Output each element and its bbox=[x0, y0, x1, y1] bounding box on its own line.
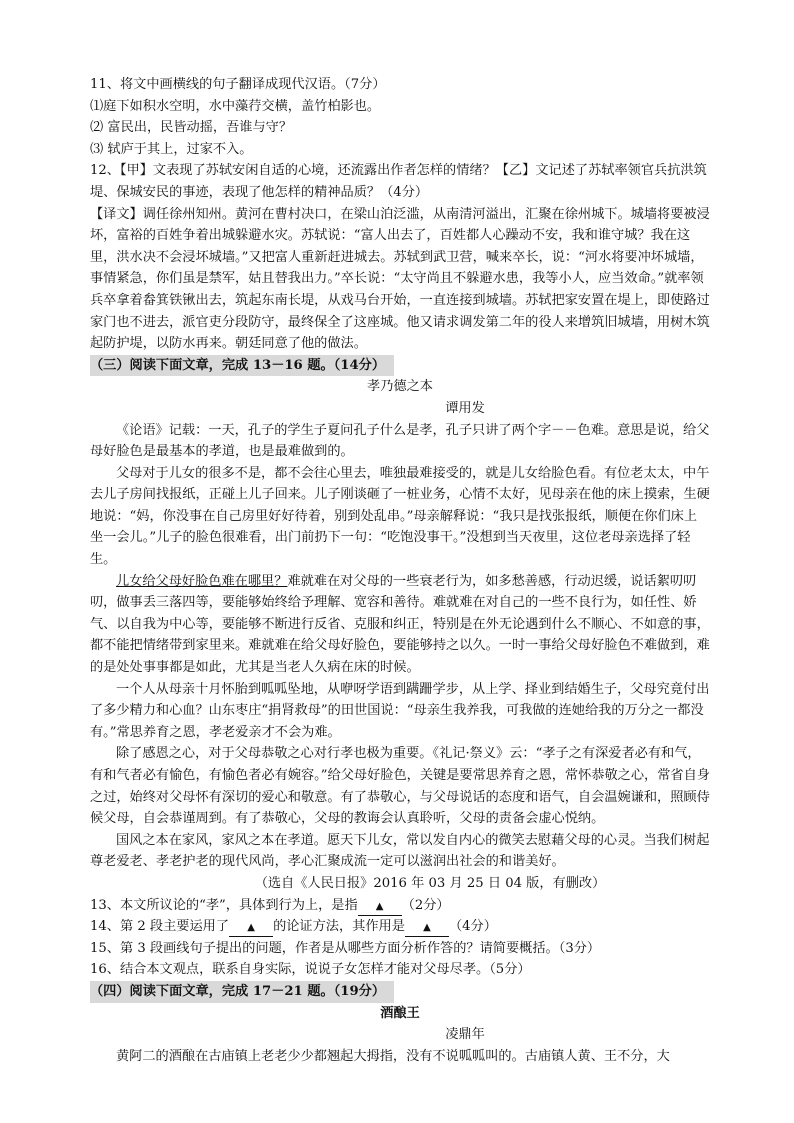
article-para-1: 《论语》记载：一天，孔子的学生子夏问孔子什么是孝，孔子只讲了两个字－－色难。意思是说，给父母好脸色是最基本的孝道，也是最难做到的。 bbox=[90, 422, 710, 460]
article-title: 孝乃德之本 bbox=[367, 379, 433, 395]
story-author: 凌鼎年 bbox=[445, 1027, 485, 1043]
article-author: 谭用发 bbox=[445, 400, 485, 416]
q13-blank[interactable] bbox=[358, 898, 402, 916]
article-para-3 bbox=[90, 571, 710, 679]
article-para-2: 父母对于儿女的很多不是，都不会往心里去，唯独最难接受的，就是儿女给脸色看。有位老太太，中午去儿子房间找报纸，正碰上儿子回来。儿子刚谈砸了一桩业务，心情不太好，见母亲在他的床上摸索，生硬地说：“妈，你没事在自己房里好好待着，别到处乱串。”母亲解释说：“我只是找张报纸，顺便在你们床上坐一会儿。”儿子的脸色很难看，出门前扔下一句：“吃饱没事干。”没想到当天夜里，这位老母亲选择了轻生。 bbox=[90, 465, 710, 568]
story-para-1: 黄阿二的酒酿在古庙镇上老老少少都翘起大拇指，没有不说呱呱叫的。古庙镇人黄、王不分，大 bbox=[116, 1048, 670, 1064]
exam-page bbox=[90, 74, 710, 1067]
blank-mark-icon: ▲ bbox=[247, 922, 255, 934]
q14-blank-1[interactable] bbox=[229, 919, 273, 937]
q14-text-mid: 的论证方法，其作用是 bbox=[273, 919, 405, 935]
q14-blank-2[interactable] bbox=[405, 919, 449, 937]
q14-score: （4分） bbox=[448, 919, 497, 935]
q14-text: 14、第 2 段主要运用了 bbox=[90, 919, 230, 935]
q12-text: 12、【甲】文表现了苏轼安闲自适的心境，还流露出作者怎样的情绪？【乙】文记述了苏轼率领官兵抗洪筑堤、保城安民的事迹，表现了他怎样的精神品质？（4分） bbox=[90, 163, 707, 200]
article-para-3-rest: 难就难在对父母的一些衰老行为，如多愁善感，行动迟缓，说话絮叨叨叨，做事丢三落四等，要能够始终给予理解、宽容和善待。难就难在对自己的一些不良行为，如任性、娇气、以自我为中心等，要能够不断进行反省、克服和纠正，特别是在外无论遇到什么不顺心、不如意的事，都不能把情绪带到家里来。难就难在给父母好脸色，要能够持之以久。一时一事给父母好脸色不难做到，难的是处处事事都是如此，尤其是当老人久病在床的时候。 bbox=[90, 573, 710, 676]
blank-mark-icon: ▲ bbox=[423, 922, 431, 934]
q15: 15、第 3 段画线句子提出的问题，作者是从哪些方面分析作答的？请简要概括。（3分） bbox=[90, 940, 601, 956]
article-para-4: 一个人从母亲十月怀胎到呱呱坠地，从咿呀学语到蹒跚学步，从上学、择业到结婚生子，父母究竟付出了多少精力和心血？山东枣庄“捐肾救母”的田世国说：“母亲生我养我，可我做的连她给我的万分之一都没有。”常思养育之恩，孝老爱亲才不会为难。 bbox=[90, 681, 710, 740]
article-para-6: 国风之本在家风，家风之本在孝道。愿天下儿女，常以发自内心的微笑去慰藉父母的心灵。当我们树起尊老爱老、孝老护老的现代风尚，孝心汇聚成流一定可以滋润出社会的和谐美好。 bbox=[90, 832, 710, 870]
q13-score: （2分） bbox=[401, 897, 450, 913]
q11-item-1: ⑴庭下如积水空明，水中藻荇交横，盖竹柏影也。 bbox=[90, 98, 381, 114]
translation-text: 【译文】调任徐州知州。黄河在曹村决口，在梁山泊泛滥，从南清河溢出，汇聚在徐州城下。城墙将要被浸坏，富裕的百姓争着出城躲避水灾。苏轼说：“富人出去了，百姓都人心躁动不安，我和谁守城？我在这里，洪水决不会浸坏城墙。”又把富人重新赶进城去。苏轼到武卫营，喊来卒长，说：“河水将要冲坏城墙，事情紧急，你们虽是禁军，姑且替我出力。”卒长说：“太守尚且不躲避水患，我等小人，应当效命。”就率领兵卒拿着畚箕铁锹出去，筑起东南长堤，从戏马台开始，一直连接到城墙。苏轼把家安置在堤上，即使路过家门也不进去，派官吏分段防守，最终保全了这座城。他又请求调发第二年的役人来增筑旧城墙，用树木筑起防护堤，以防水再来。朝廷同意了他的做法。 bbox=[90, 206, 710, 352]
section4-heading: （四）阅读下面文章，完成 17－21 题。（19分） bbox=[90, 981, 394, 1003]
story-title: 酒酿王 bbox=[380, 1005, 420, 1021]
q13-text: 13、本文所议论的“孝”，具体到行为上，是指 bbox=[90, 897, 358, 913]
q11-title: 11、将文中画横线的句子翻译成现代汉语。（7分） bbox=[90, 77, 386, 92]
section3-heading: （三）阅读下面文章，完成 13－16 题。（14分） bbox=[90, 355, 394, 377]
q14 bbox=[90, 916, 710, 938]
underlined-question: 儿女给父母好脸色难在哪里？ bbox=[116, 573, 288, 589]
q11-item-2: ⑵ 富民出，民皆动摇，吾谁与守？ bbox=[90, 120, 293, 136]
article-para-5: 除了感恩之心，对于父母恭敬之心对行孝也极为重要。《礼记·祭义》云：“孝子之有深爱者必有和气，有和气者必有愉色，有愉色者必有婉容。”给父母好脸色，关键是要常思养育之恩，常怀恭敬之心，常省自身之过，始终对父母怀有深切的爱心和敬意。有了恭敬心，与父母说话的态度和语气，自会温婉谦和，照顾侍候父母，自会恭谨周到。有了恭敬心，父母的教诲会认真聆听，父母的责备会虚心悦纳。 bbox=[90, 746, 710, 827]
q16: 16、结合本文观点，联系自身实际，说说子女怎样才能对父母尽孝。（5分） bbox=[90, 962, 531, 978]
article-source: （选自《人民日报》2016 年 03 月 25 日 04 版，有删改） bbox=[254, 875, 606, 891]
q13 bbox=[90, 895, 710, 917]
blank-mark-icon: ▲ bbox=[375, 900, 384, 912]
q11-item-3: ⑶ 轼庐于其上，过家不入。 bbox=[90, 141, 253, 157]
